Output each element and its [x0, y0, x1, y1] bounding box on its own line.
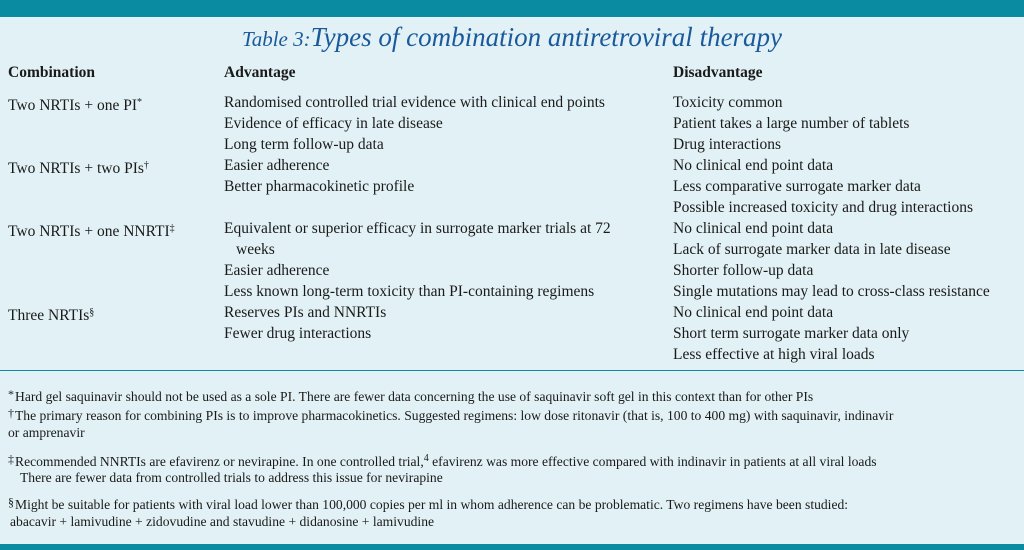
top-accent-bar: [0, 0, 1024, 17]
row-3-disadvantage-2: Lack of surrogate marker data in late disease: [673, 241, 951, 258]
row-4-disadvantage-2: Short term surrogate marker data only: [673, 325, 910, 342]
row-2-disadvantage-3: Possible increased toxicity and drug interactions: [673, 199, 974, 216]
row-4-advantage-1: Reserves PIs and NNRTIs: [224, 304, 387, 321]
footnote-2-cont: or amprenavir: [8, 425, 85, 440]
row-3-advantage-3: Less known long-term toxicity than PI-containing regimens: [224, 283, 595, 300]
row-2-combination: Two NRTIs + two PIs†: [8, 160, 149, 177]
row-1-advantage-3: Long term follow-up data: [224, 136, 384, 153]
footnote-marker: §: [8, 495, 14, 509]
row-3-disadvantage-3: Shorter follow-up data: [673, 262, 814, 279]
row-1-disadvantage-2: Patient takes a large number of tablets: [673, 115, 910, 132]
header-combination: Combination: [8, 64, 95, 81]
footnote-marker: ‡: [8, 452, 14, 466]
row-3-disadvantage-1: No clinical end point data: [673, 220, 834, 237]
footnote-text: Recommended NNRTIs are efavirenz or nevirapine. In one controlled trial,: [15, 454, 424, 469]
header-disadvantage: Disadvantage: [673, 64, 763, 81]
table-number: Table 3:: [241, 27, 311, 51]
footnote-3-cont: There are fewer data from controlled trials to address this issue for nevirapine: [20, 470, 443, 485]
table-title: [0, 22, 1024, 53]
header-advantage: Advantage: [224, 64, 296, 81]
row-1-disadvantage-3: Drug interactions: [673, 136, 782, 153]
row-3-disadvantage-4: Single mutations may lead to cross-class resistance: [673, 283, 990, 300]
bottom-accent-bar: [0, 544, 1024, 550]
table-heading: Types of combination antiretroviral therapy: [310, 22, 783, 52]
row-1-advantage-1: Randomised controlled trial evidence with clinical end points: [224, 94, 605, 111]
row-1-combination: Two NRTIs + one PI*: [8, 97, 142, 114]
footnote-2: [8, 404, 893, 425]
reference-number: 4: [423, 453, 429, 464]
row-2-advantage-1: Easier adherence: [224, 157, 330, 174]
row-3-advantage-1: Equivalent or superior efficacy in surrogate marker trials at 72: [224, 220, 611, 237]
footnote-4-cont: abacavir + lamivudine + zidovudine and stavudine + didanosine + lamivudine: [10, 514, 435, 529]
therapy-table: [0, 62, 1024, 370]
footnote-marker: ‡: [169, 223, 175, 234]
row-3-advantage-2: Easier adherence: [224, 262, 330, 279]
footnote-text: Hard gel saquinavir should not be used as a sole PI. There are fewer data concerning the use of saquinavir soft gel in this context than for other PIs: [15, 389, 814, 404]
row-4-disadvantage-3: Less effective at high viral loads: [673, 346, 875, 363]
footnote-marker: §: [89, 307, 95, 318]
row-4-advantage-2: Fewer drug interactions: [224, 325, 372, 342]
row-1-disadvantage-1: Toxicity common: [673, 94, 783, 111]
row-1-advantage-2: Evidence of efficacy in late disease: [224, 115, 443, 132]
row-4-disadvantage-1: No clinical end point data: [673, 304, 834, 321]
row-2-disadvantage-2: Less comparative surrogate marker data: [673, 178, 921, 195]
footnote-text-after: efavirenz was more effective compared with indinavir in patients at all viral loads: [428, 454, 877, 469]
row-2-advantage-2: Better pharmacokinetic profile: [224, 178, 415, 195]
footnote-marker: †: [8, 406, 14, 420]
row-2-disadvantage-1: No clinical end point data: [673, 157, 834, 174]
row-3-combination: Two NRTIs + one NNRTI‡: [8, 223, 175, 240]
footnote-marker: *: [8, 387, 14, 401]
footnote-marker: *: [137, 97, 142, 108]
footnote-marker: †: [143, 160, 149, 171]
footnote-text: Might be suitable for patients with viral load lower than 100,000 copies per ml in whom adherence can be problematic. Two regimens have been studied:: [15, 497, 849, 512]
footnote-4: [8, 493, 848, 514]
footnote-1: [8, 385, 813, 406]
footnote-divider: [0, 370, 1024, 371]
footnote-text: The primary reason for combining PIs is to improve pharmacokinetics. Suggested regimens: low dose ritonavir (that is, 100 to 400 mg) with saquinavir, indinavir: [15, 408, 894, 423]
row-3-advantage-1-cont: weeks: [236, 241, 275, 258]
row-4-combination: Three NRTIs§: [8, 307, 95, 324]
